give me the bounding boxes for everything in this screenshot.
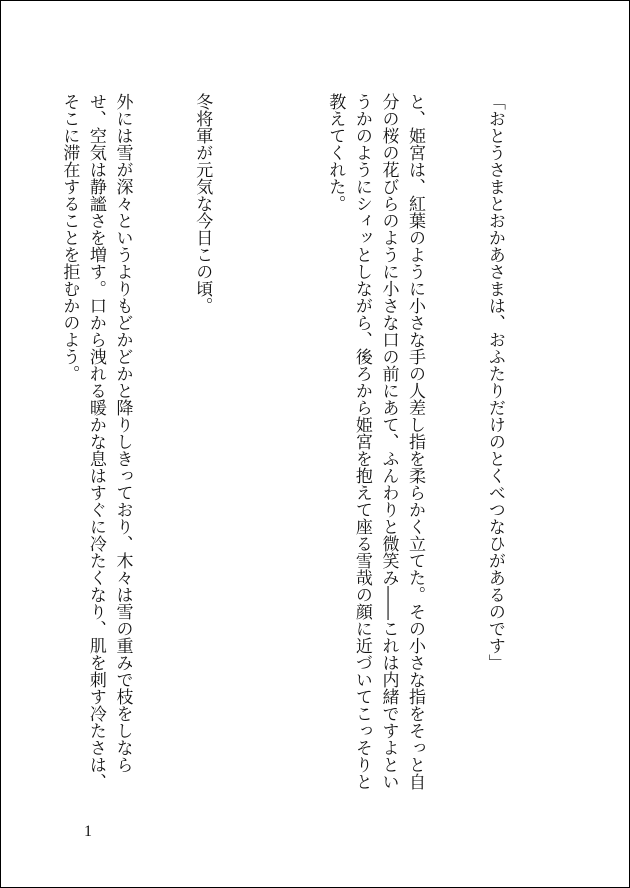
paragraph: と、姫宮は、紅葉のように小さな手の人差し指を柔らかく立てた。その小さな指をそっと自分の桜の花びらのように小さな口の前にあて、ふんわりと微笑み――これは内緒ですよというかのようにシィッとしながら、後ろから姫宮を抱えて座る雪哉の顔に近づいてこっそりと教えてくれた。 bbox=[325, 93, 426, 790]
paragraph bbox=[0, 93, 3, 803]
dialogue-paragraph: 「おとうさまとおかあさまは、おふたりだけのとくべつなひがあるのです」 bbox=[484, 93, 505, 671]
vertical-body-text bbox=[0, 93, 561, 803]
paragraph: 外には雪が深々というよりもどかどかと降りしきっており、木々は雪の重みで枝をしならせ、空気は静謐さを増す。口から洩れる暖かな息はすぐに冷たくなり、肌を刺す冷たさは、そこに滞在することを拒むかのよう。 bbox=[59, 93, 133, 790]
page-number: 1 bbox=[84, 823, 92, 840]
paragraph: 冬将軍が元気な今日この頃。 bbox=[192, 93, 213, 314]
